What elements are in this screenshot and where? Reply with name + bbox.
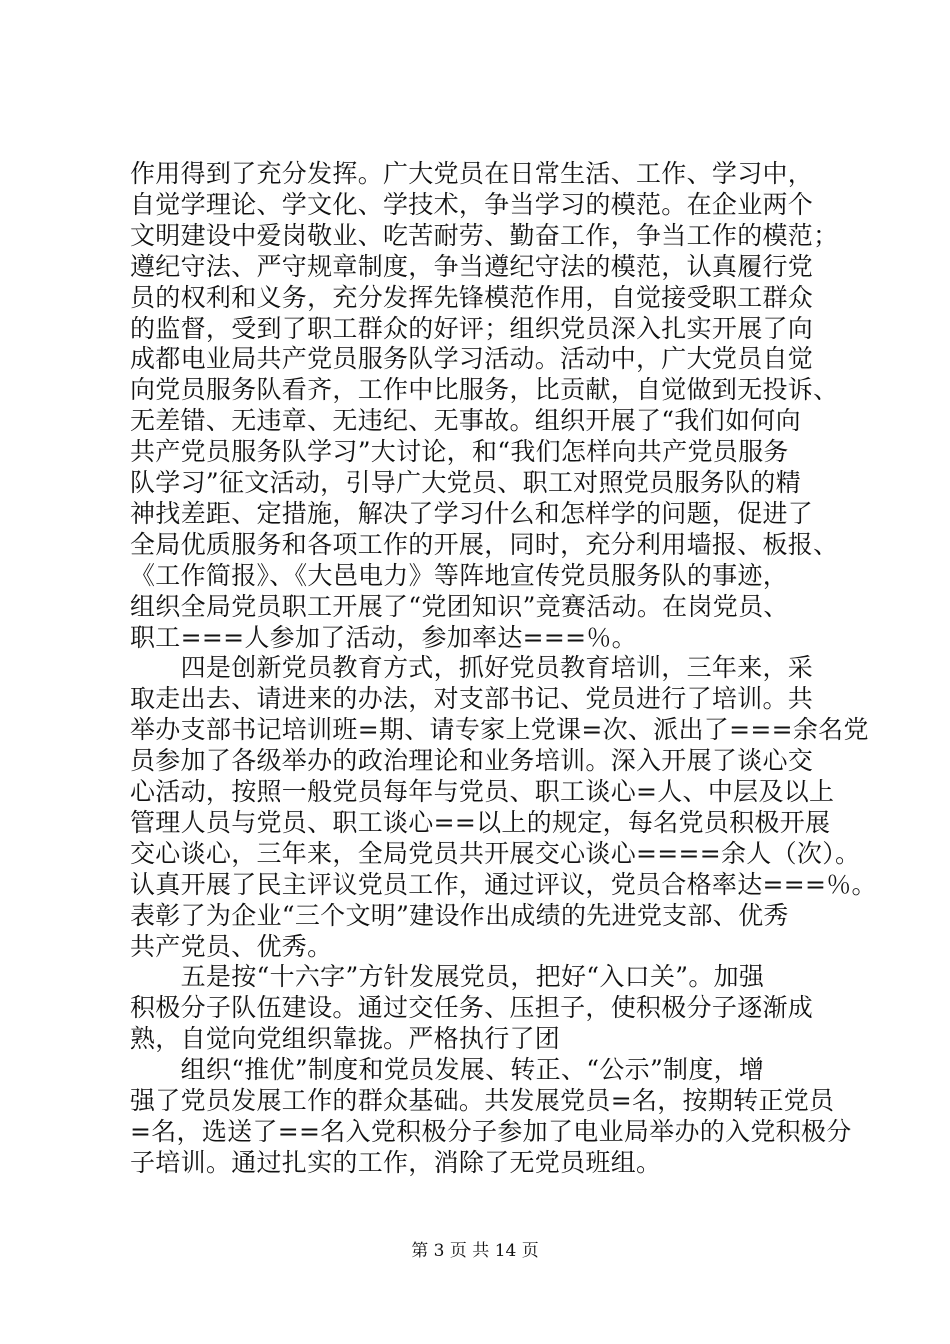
text-line: 积极分子队伍建设。通过交任务、压担子，使积极分子逐渐成 xyxy=(130,993,814,1023)
text-line: 组织全局党员职工开展了“党团知识”竞赛活动。在岗党员、 xyxy=(130,591,789,621)
text-line: 取走出去、请进来的办法，对支部书记、党员进行了培训。共 xyxy=(130,684,814,714)
text-line: 举办支部书记培训班=期、请专家上党课=次、派出了===余名党 xyxy=(130,715,869,745)
text-line: 子培训。通过扎实的工作，消除了无党员班组。 xyxy=(130,1147,662,1177)
text-line: 全局优质服务和各项工作的开展，同时，充分利用墙报、板报、 xyxy=(130,529,839,559)
text-line: 交心谈心，三年来，全局党员共开展交心谈心====余人（次）。 xyxy=(130,838,861,868)
text-line: 自觉学理论、学文化、学技术，争当学习的模范。在企业两个 xyxy=(130,189,814,219)
text-line: 组织“推优”制度和党员发展、转正、“公示”制度，增 xyxy=(130,1055,765,1085)
text-line: 四是创新党员教育方式，抓好党员教育培训，三年来，采 xyxy=(130,653,814,683)
text-line: 员的权利和义务，充分发挥先锋模范作用，自觉接受职工群众 xyxy=(130,282,814,312)
text-line: =名，选送了==名入党积极分子参加了电业局举办的入党积极分 xyxy=(130,1116,852,1146)
text-line: 心活动，按照一般党员每年与党员、职工谈心=人、中层及以上 xyxy=(130,777,835,806)
text-line: 文明建设中爱岗敬业、吃苦耐劳、勤奋工作，争当工作的模范； xyxy=(130,220,839,250)
text-line: 表彰了为企业“三个文明”建设作出成绩的先进党支部、优秀 xyxy=(130,900,789,930)
text-line: 管理人员与党员、职工谈心==以上的规定，每名党员积极开展 xyxy=(130,807,831,837)
text-line: 无差错、无违章、无违纪、无事故。组织开展了“我们如何向 xyxy=(130,406,801,436)
text-line: 五是按“十六字”方针发展党员，把好“入口关”。加强 xyxy=(130,962,765,992)
text-line: 向党员服务队看齐，工作中比服务，比贡献，自觉做到无投诉、 xyxy=(130,375,839,405)
page-footer: 第 3 页 共 14 页 xyxy=(411,1241,539,1261)
text-line: 作用得到了充分发挥。广大党员在日常生活、工作、学习中， xyxy=(130,159,814,188)
text-line: 《工作简报》、《大邑电力》等阵地宣传党员服务队的事迹， xyxy=(130,560,789,590)
text-line: 认真开展了民主评议党员工作，通过评议，党员合格率达===％。 xyxy=(130,869,877,899)
text-line: 的监督，受到了职工群众的好评；组织党员深入扎实开展了向 xyxy=(130,313,814,343)
text-line: 员参加了各级举办的政治理论和业务培训。深入开展了谈心交 xyxy=(130,746,814,776)
text-line: 成都电业局共产党员服务队学习活动。活动中，广大党员自觉 xyxy=(130,344,814,374)
text-line: 职工===人参加了活动，参加率达===％。 xyxy=(130,622,637,652)
text-line: 共产党员服务队学习”大讨论，和“我们怎样向共产党员服务 xyxy=(130,437,789,467)
text-line: 遵纪守法、严守规章制度，争当遵纪守法的模范，认真履行党 xyxy=(130,251,814,281)
text-line: 熟，自觉向党组织靠拢。严格执行了团 xyxy=(130,1024,561,1054)
text-line: 强了党员发展工作的群众基础。共发展党员=名，按期转正党员 xyxy=(130,1086,835,1115)
text-line: 神找差距、定措施，解决了学习什么和怎样学的问题，促进了 xyxy=(130,498,814,528)
text-line: 共产党员、优秀。 xyxy=(130,931,333,961)
text-line: 队学习”征文活动，引导广大党员、职工对照党员服务队的精 xyxy=(130,468,801,497)
